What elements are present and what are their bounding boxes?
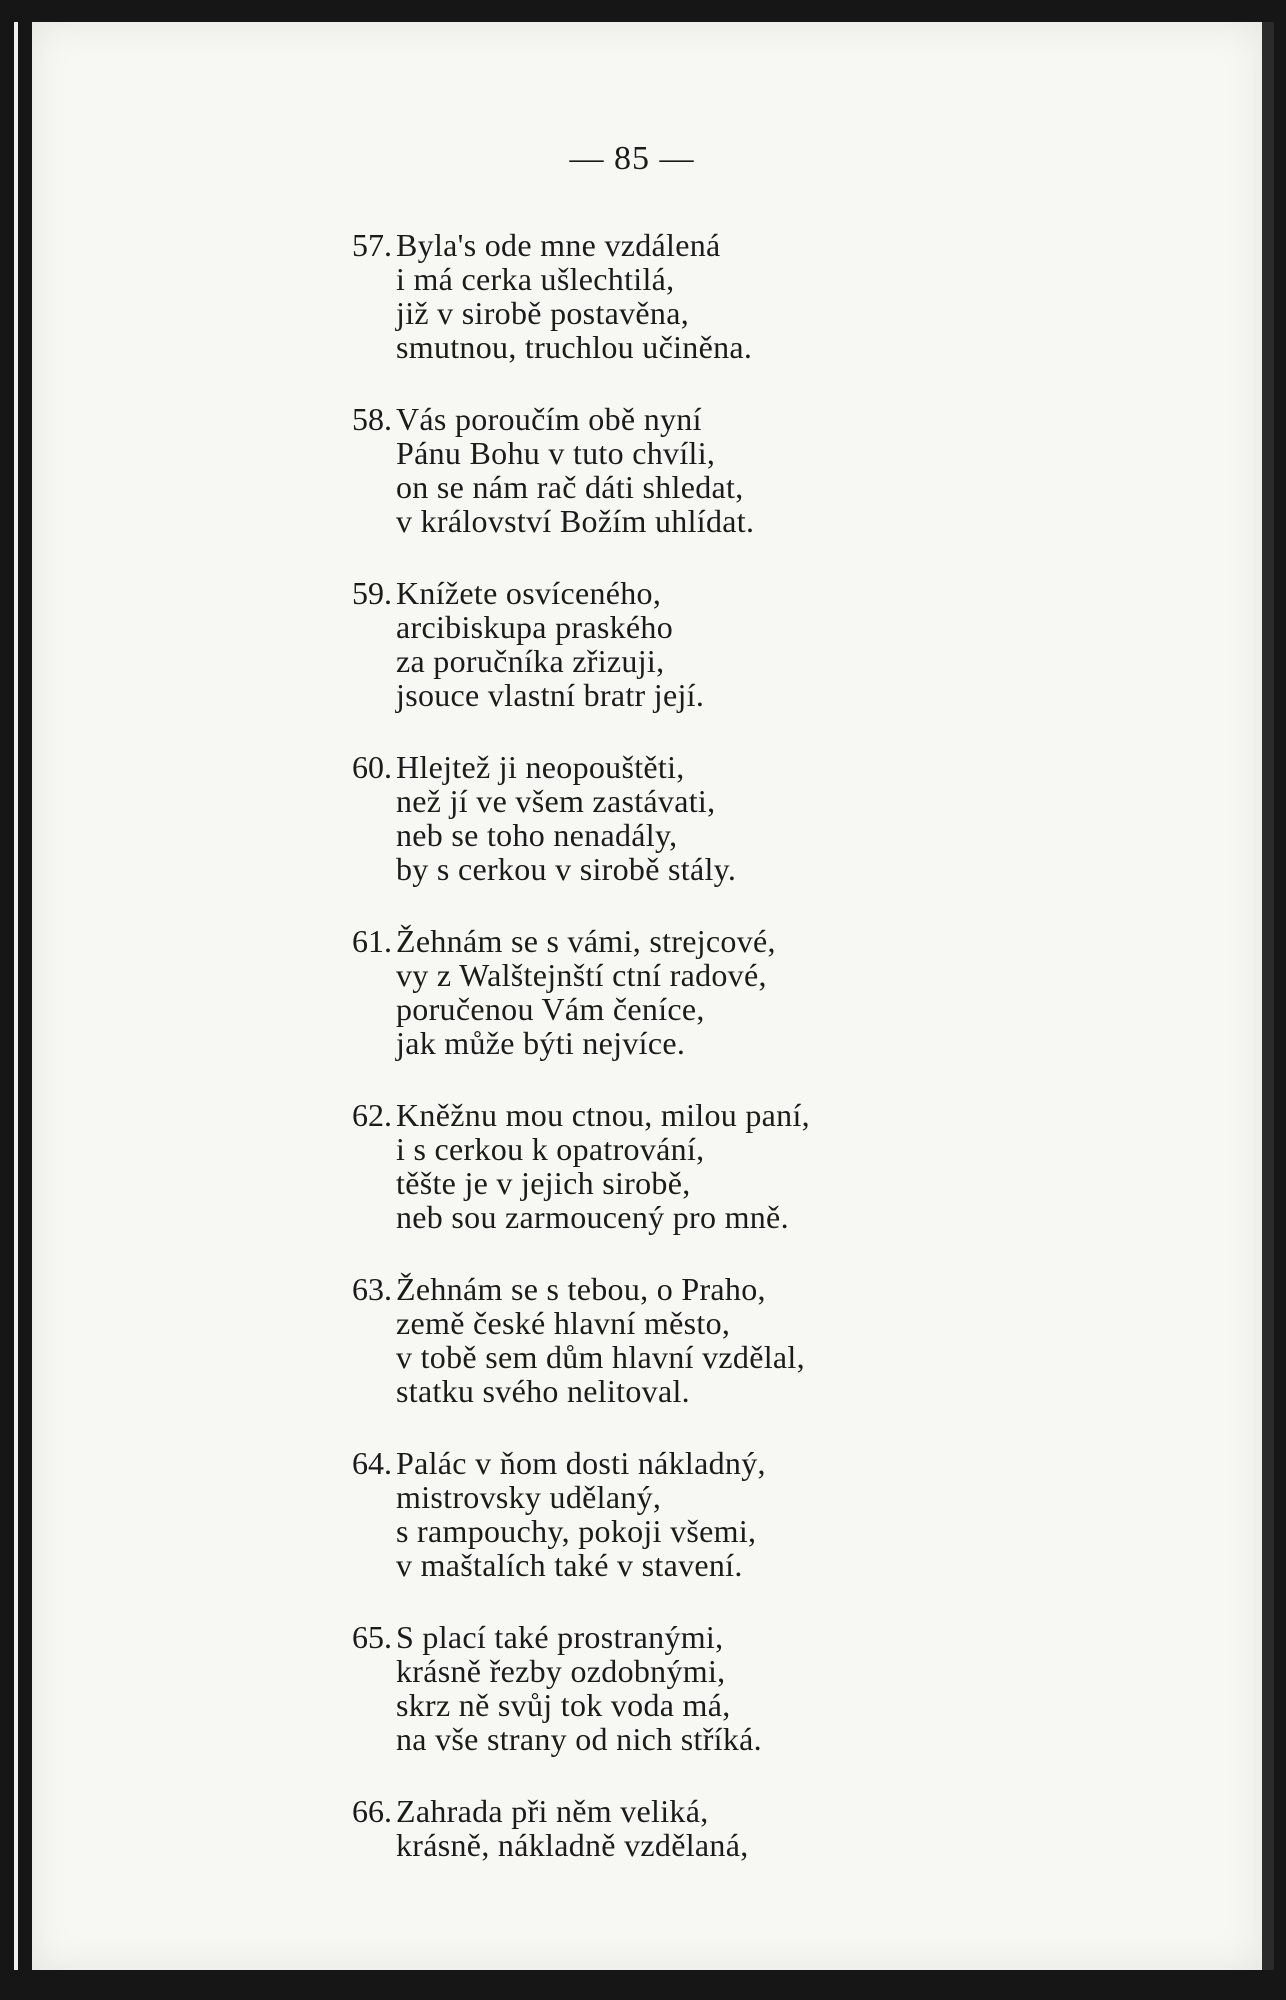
stanza [304,1620,1004,1756]
verse-line: na vše strany od nich stříká. [396,1721,762,1757]
verse-line: Knížete osvíceného, [396,575,662,611]
poem-stanzas [304,228,1004,1900]
verse-line: v tobě sem dům hlavní vzdělal, [396,1339,805,1375]
verse-line: s rampouchy, pokoji všemi, [396,1513,757,1549]
verse-line: neb sou zarmoucený pro mně. [396,1199,789,1235]
verse-line: Žehnám se s vámi, strejcové, [396,923,776,959]
verse-line: za poručníka zřizuji, [396,643,665,679]
stanza [304,576,1004,712]
verse-line: země české hlavní město, [396,1305,731,1341]
verse-line: i má cerka ušlechtilá, [396,261,675,297]
verse-line: poručenou Vám čeníce, [396,991,705,1027]
verse-line: vy z Walštejnští ctní radové, [396,957,767,993]
stanza [304,1794,1004,1862]
stanza-number: 65. [352,1619,392,1655]
stanza-number: 59. [352,575,392,611]
verse-line: než jí ve všem zastávati, [396,783,716,819]
stanza-number: 57. [352,227,392,263]
verse-line: S plací také prostranými, [396,1619,724,1655]
verse-line: statku svého nelitoval. [396,1373,690,1409]
verse-line: jak může býti nejvíce. [396,1025,686,1061]
verse-line: smutnou, truchlou učiněna. [396,329,753,365]
verse-line: v království Božím uhlídat. [396,503,755,539]
stanza [304,750,1004,886]
verse-line: již v sirobě postavěna, [396,295,690,331]
verse-line: Byla's ode mne vzdálená [396,227,721,263]
verse-line: i s cerkou k opatrování, [396,1131,705,1167]
stanza-number: 63. [352,1271,392,1307]
verse-line: Palác v ňom dosti nákladný, [396,1445,766,1481]
verse-line: Hlejtež ji neopouštěti, [396,749,685,785]
page-edge-shadow [1260,22,1274,1970]
verse-line: Zahrada při něm veliká, [396,1793,709,1829]
verse-line: mistrovsky udělaný, [396,1479,662,1515]
stanza-number: 64. [352,1445,392,1481]
verse-line: Žehnám se s tebou, o Praho, [396,1271,766,1307]
verse-line: krásně, nákladně vzdělaná, [396,1827,749,1863]
stanza-number: 61. [352,923,392,959]
verse-line: jsouce vlastní bratr její. [396,677,705,713]
verse-line: skrz ně svůj tok voda má, [396,1687,731,1723]
verse-line: on se nám rač dáti shledat, [396,469,744,505]
stanza-number: 66. [352,1793,392,1829]
binding-edge [14,22,18,1970]
verse-line: Kněžnu mou ctnou, milou paní, [396,1097,810,1133]
stanza-number: 62. [352,1097,392,1133]
stanza-number: 58. [352,401,392,437]
verse-line: Pánu Bohu v tuto chvíli, [396,435,716,471]
verse-line: arcibiskupa praského [396,609,674,645]
verse-line: Vás poroučím obě nyní [396,401,702,437]
page-number: — 85 — [569,140,695,177]
stanza [304,924,1004,1060]
verse-line: krásně řezby ozdobnými, [396,1653,726,1689]
verse-line: těšte je v jejich sirobě, [396,1165,691,1201]
stanza [304,1272,1004,1408]
book-page [32,22,1262,1970]
stanza [304,1446,1004,1582]
stanza [304,228,1004,364]
stanza [304,1098,1004,1234]
verse-line: v maštalích také v stavení. [396,1547,743,1583]
stanza-number: 60. [352,749,392,785]
verse-line: by s cerkou v sirobě stály. [396,851,737,887]
stanza [304,402,1004,538]
verse-line: neb se toho nenadály, [396,817,678,853]
